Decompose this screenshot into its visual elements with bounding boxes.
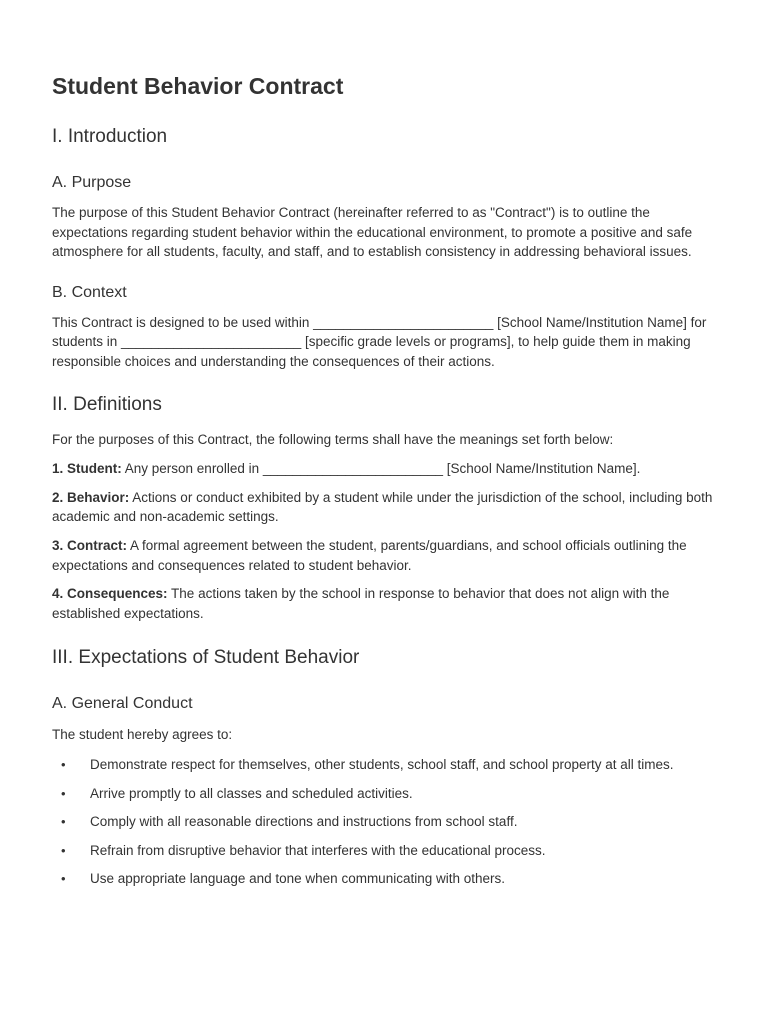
subheading-purpose: A. Purpose	[52, 174, 132, 191]
bullet-icon: •	[61, 814, 66, 830]
subheading-general-conduct: A. General Conduct	[52, 695, 193, 713]
definition-text: A formal agreement between the student, parents/guardians, and school officials outlining the expectations and consequences related to student behavior.	[52, 537, 687, 573]
definition-text: Actions or conduct exhibited by a student while under the jurisdiction of the school, including both academic and non-academic settings.	[52, 489, 713, 525]
list-item: • Demonstrate respect for themselves, other students, school staff, and school property at all times.	[52, 755, 718, 775]
context-paragraph: This Contract is designed to be used within ________________________ [School Name/Institution Name] for students in ________________________ [specific grade levels or programs], to help guide them in making responsible choices and understanding the consequences of their actions.	[52, 314, 707, 369]
definition-text: Any person enrolled in ________________________ [School Name/Institution Name].	[121, 461, 641, 477]
definition-term: 3. Contract:	[52, 537, 128, 553]
definition-term: 4. Consequences:	[52, 586, 168, 602]
definition-item-student	[52, 459, 718, 479]
section-heading-introduction: I. Introduction	[52, 126, 168, 147]
document-title: Student Behavior Contract	[52, 73, 344, 99]
definition-item-consequences	[52, 584, 718, 623]
general-conduct-intro: The student hereby agrees to:	[52, 727, 233, 743]
purpose-paragraph: The purpose of this Student Behavior Contract (hereinafter referred to as "Contract") is to outline the expectations regarding student behavior within the educational environment, to promote a positive and safe atmosphere for all students, faculty, and staff, and to establish consistency in addressing behavioral issues.	[52, 205, 693, 260]
definition-term: 1. Student:	[52, 461, 122, 477]
definition-text: The actions taken by the school in response to behavior that does not align with the established expectations.	[52, 586, 670, 621]
bullet-icon: •	[61, 785, 66, 801]
definition-item-behavior	[52, 488, 718, 527]
bullet-icon: •	[61, 871, 66, 887]
definition-term: 2. Behavior:	[52, 489, 130, 505]
definition-item-contract	[52, 536, 718, 575]
subheading-context: B. Context	[52, 283, 127, 301]
section-heading-definitions: II. Definitions	[52, 393, 162, 415]
list-item: • Use appropriate language and tone when communicating with others.	[52, 869, 718, 889]
section-heading-expectations: III. Expectations of Student Behavior	[52, 647, 360, 669]
conduct-list	[52, 755, 718, 889]
list-item: • Arrive promptly to all classes and scheduled activities.	[52, 784, 718, 804]
bullet-icon: •	[61, 842, 66, 858]
list-item: • Comply with all reasonable directions and instructions from school staff.	[52, 812, 718, 832]
bullet-icon: •	[61, 756, 66, 772]
definitions-intro: For the purposes of this Contract, the following terms shall have the meanings set forth below:	[52, 431, 614, 447]
list-item: • Refrain from disruptive behavior that interferes with the educational process.	[52, 841, 718, 861]
